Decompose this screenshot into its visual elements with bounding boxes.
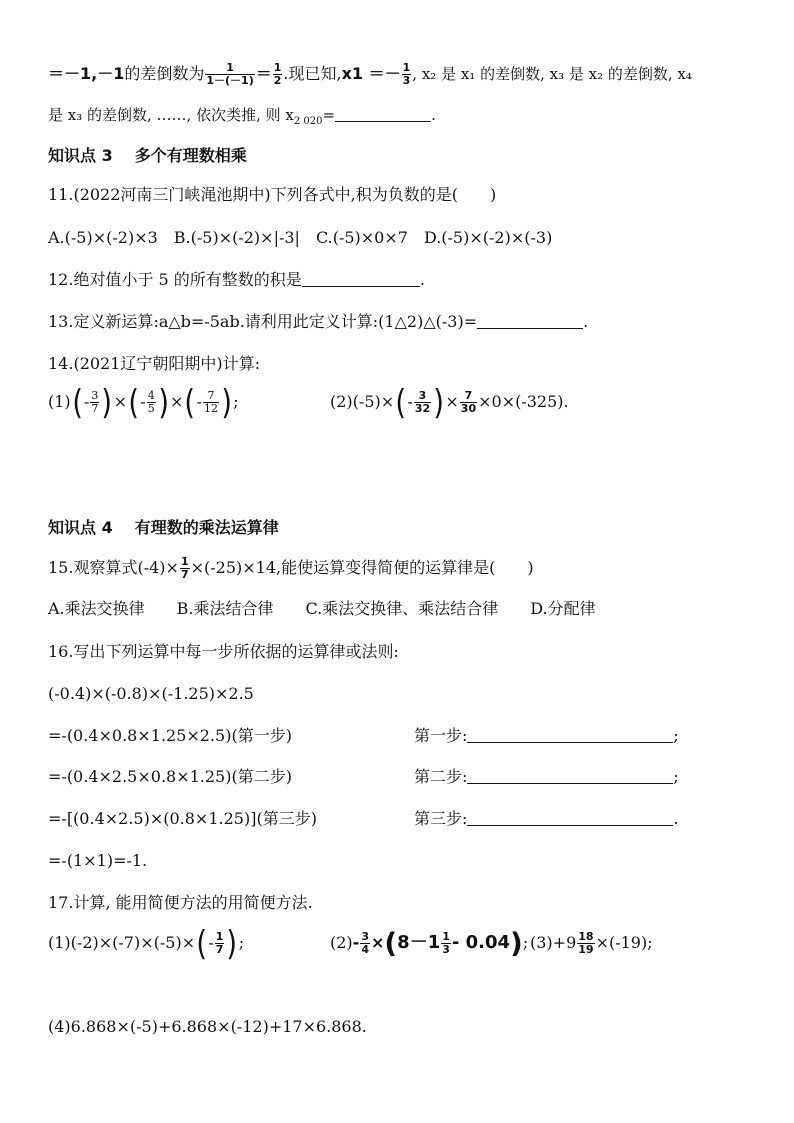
denominator: 2 [273, 74, 282, 87]
text: ; [233, 392, 239, 411]
minus: - [83, 392, 90, 411]
expr-bold: x1 ＝－ [341, 64, 401, 83]
answer-blank[interactable] [467, 726, 673, 743]
text: 是 x₃ 的差倒数, ……, 依次类推, 则 x [48, 106, 294, 124]
paren: ( [128, 382, 139, 423]
section-title: 多个有理数相乘 [134, 146, 247, 165]
paren: ) [158, 382, 169, 423]
part-label: (1) [48, 392, 71, 411]
question-16-step-1: =-(0.4×0.8×1.25×2.5)(第一步) [48, 726, 292, 745]
question-16: 16.写出下列运算中每一步所依据的运算律或法则: [48, 642, 399, 661]
section-label: 知识点 3 [48, 146, 113, 165]
question-text: 13.定义新运算:a△b=-5ab.请利用此定义计算:(1△2)△(-3)= [48, 312, 478, 331]
expr-bold: ＝－1,－1 [48, 64, 125, 83]
section-label: 知识点 4 [48, 518, 113, 537]
question-17-part-1 [48, 923, 245, 964]
denominator: 7 [180, 568, 189, 581]
paren: ( [184, 382, 196, 423]
question-17-part-4: (4)6.868×(-5)+6.868×(-12)+17×6.868. [48, 1017, 367, 1036]
denominator: 3 [402, 74, 411, 87]
fraction [205, 62, 254, 87]
question-15-options: A.乘法交换律 B.乘法结合律 C.乘法交换律、乘法结合律 D.分配律 [48, 599, 596, 618]
text: . [419, 270, 425, 289]
question-text: ×(-25)×14,能使运算变得简便的运算律是( ) [190, 558, 534, 577]
text: ; [522, 933, 529, 952]
denominator: 1－(－1) [206, 74, 254, 87]
denominator: 5 [147, 402, 155, 415]
fraction [273, 62, 283, 87]
question-16-step-2: =-(0.4×2.5×0.8×1.25)(第二步) [48, 767, 292, 786]
question-17-part-2 [330, 926, 528, 960]
question-11-options: A.(-5)×(-2)×3 B.(-5)×(-2)×|-3| C.(-5)×0×7 D.(-5)×(-2)×(-3) [48, 228, 553, 247]
text: . [583, 312, 589, 331]
section-heading-4 [48, 517, 279, 539]
text: . [431, 106, 436, 124]
numerator: 1 [205, 62, 254, 75]
numerator: 3 [361, 930, 369, 943]
fraction [577, 931, 594, 956]
text: ; [673, 767, 679, 786]
denominator: 32 [414, 402, 431, 415]
question-17: 17.计算, 能用简便方法的用简便方法. [48, 893, 313, 912]
question-17-part-3 [530, 926, 653, 960]
answer-label: 第一步: [414, 726, 468, 745]
numerator: 18 [578, 930, 594, 943]
question-14-part-1: (1)(- $\frac{3}{7}$ )×(- $\frac{4}{5}$ )×(- $\frac{7}{12}$ ); [48, 382, 239, 423]
fraction [460, 390, 477, 415]
answer-blank[interactable] [467, 767, 673, 784]
paren: ( [384, 926, 398, 960]
part-label: (2)(-5)× [330, 392, 395, 411]
answer-label: 第二步: [414, 767, 468, 786]
text-line-1 [48, 62, 692, 87]
question-14: 14.(2021辽宁朝阳期中)计算: [48, 354, 261, 373]
numerator: 7 [203, 390, 219, 403]
numerator: 1 [215, 930, 224, 943]
paren: ) [433, 382, 445, 423]
question-text: 15.观察算式(-4)× [48, 558, 179, 577]
text: ; [673, 726, 679, 745]
fraction [203, 390, 219, 415]
paren: ) [510, 926, 523, 960]
fraction [147, 390, 156, 415]
minus: - [140, 392, 146, 411]
expr-bold: - 0.04 [451, 932, 511, 953]
section-heading-3 [48, 145, 247, 167]
numerator: 1 [273, 61, 282, 74]
fraction [180, 556, 190, 581]
answer-blank[interactable] [335, 105, 431, 122]
numerator: 1 [402, 61, 411, 74]
numerator: 1 [442, 930, 450, 943]
question-11: 11.(2022河南三门峡渑池期中)下列各式中,积为负数的是( ) [48, 185, 497, 204]
text: ×(-19); [595, 933, 653, 952]
expr-bold: 8－1 [397, 932, 441, 953]
question-16-expr: (-0.4)×(-0.8)×(-1.25)×2.5 [48, 684, 254, 703]
question-13 [48, 311, 588, 333]
times: × [370, 933, 385, 952]
fraction [402, 62, 412, 87]
question-16-step-4: =-(1×1)=-1. [48, 851, 148, 870]
numerator: 7 [460, 390, 477, 403]
numerator: 4 [147, 389, 155, 402]
answer-blank[interactable] [302, 270, 420, 287]
minus: - [407, 392, 413, 411]
answer-label: 第三步: [414, 809, 468, 828]
paren: ) [221, 382, 232, 423]
answer-step-1 [414, 725, 679, 747]
answer-blank[interactable] [477, 312, 583, 329]
paren: ( [196, 923, 208, 964]
denominator: 7 [215, 943, 224, 956]
question-15 [48, 555, 534, 581]
part-label: (2) [330, 933, 353, 952]
text: . [673, 809, 679, 828]
equals: ＝ [255, 64, 272, 83]
paren: ( [71, 382, 83, 423]
text: = [322, 106, 336, 124]
numerator: 3 [414, 390, 431, 403]
minus: - [196, 392, 203, 411]
paren: ( [395, 382, 407, 423]
text-line-2 [48, 104, 436, 133]
text: , x₂ 是 x₁ 的差倒数, x₃ 是 x₂ 的差倒数, x₄ [412, 65, 692, 83]
numerator: 1 [180, 555, 189, 568]
minus: - [352, 933, 360, 952]
denominator: 30 [460, 402, 477, 415]
text: .现已知, [283, 64, 342, 83]
text: ×0×(-325). [478, 392, 569, 411]
denominator: 7 [91, 402, 99, 415]
answer-step-2 [414, 766, 679, 788]
text: 的差倒数为 [124, 64, 205, 83]
fraction [360, 931, 370, 956]
question-16-step-3: =-[(0.4×2.5)×(0.8×1.25)](第三步) [48, 809, 317, 828]
fraction [441, 931, 451, 956]
numerator: 3 [91, 389, 99, 402]
section-title: 有理数的乘法运算律 [134, 518, 279, 537]
part-label: (1)(-2)×(-7)×(-5)× [48, 933, 196, 952]
denominator: 3 [442, 943, 450, 956]
paren: ) [226, 923, 238, 964]
denominator: 19 [578, 943, 594, 956]
answer-step-3 [414, 808, 679, 830]
paren: ) [101, 382, 113, 423]
denominator: 12 [204, 402, 219, 415]
fraction [90, 390, 99, 415]
fraction [414, 390, 431, 415]
subscript: 2 020 [293, 116, 323, 127]
text: ; [238, 933, 245, 952]
fraction [215, 931, 225, 956]
question-12 [48, 269, 425, 291]
question-text: 12.绝对值小于 5 的所有整数的积是 [48, 270, 302, 289]
question-14-part-2: (2)(-5)×(- $\frac{3}{32}$ )× $\frac{7}{30}$ ×0×(-325). [330, 382, 569, 423]
part-label: (3)+9 [530, 933, 577, 952]
denominator: 4 [361, 943, 369, 956]
answer-blank[interactable] [467, 809, 673, 826]
minus: - [208, 933, 214, 952]
